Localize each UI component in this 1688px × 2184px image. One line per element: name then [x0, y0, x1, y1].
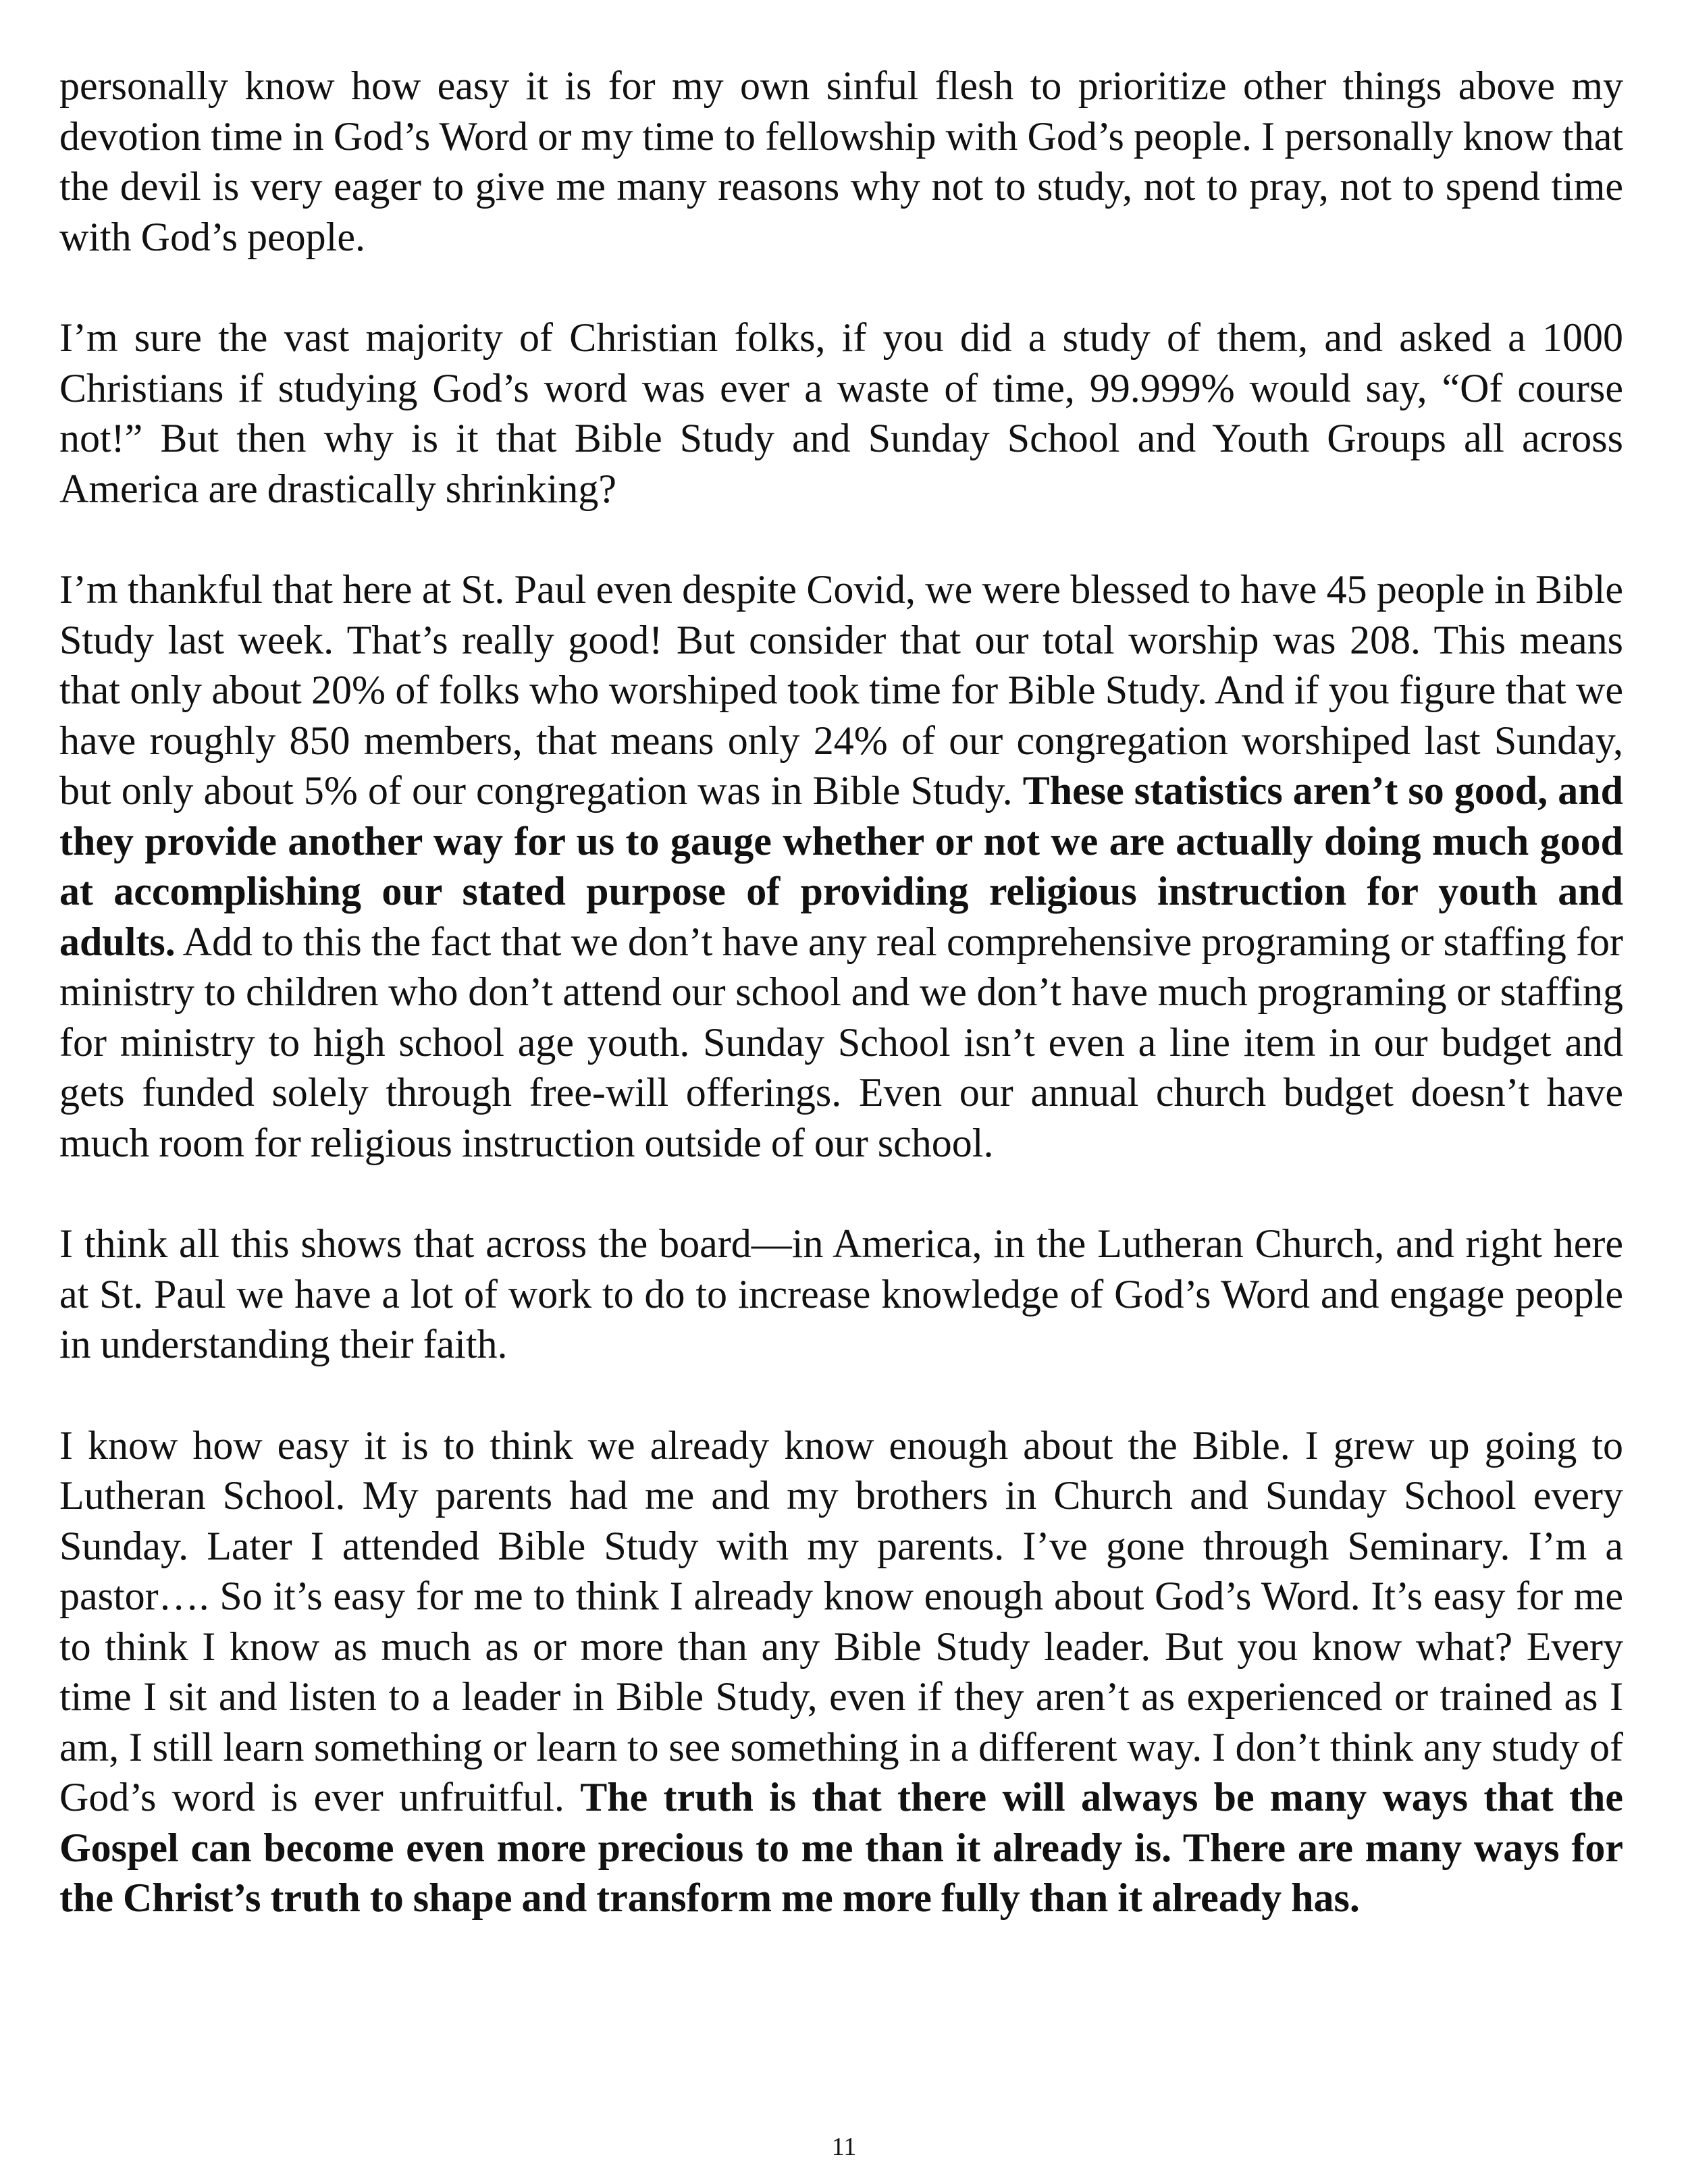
bold-statement: The truth is that there will always be many ways that the Gospel can become even more precious to me than it already is. There are many ways for the Christ’s truth to shape and transform me more fully than it already has. [59, 1775, 1624, 1920]
paragraph-statistics [59, 564, 1623, 1168]
paragraph-personal-testimony [59, 1420, 1623, 1923]
paragraph-text: I’m sure the vast majority of Christian folks, if you did a study of them, and asked a 1000 Christians if studying God’s word was ever a waste of time, 99.999% would say, “Of course not!” But then why is it that Bible Study and Sunday School and Youth Groups all across America are drastically shrinking? [59, 315, 1623, 511]
page-number: 11 [831, 2133, 857, 2161]
bold-statement: These statistics aren’t so good, and they provide another way for us to gauge whether or not we are actually doing much good at accomplishing our stated purpose of providing religious instruction for youth and adults. [59, 768, 1623, 964]
paragraph-text: personally know how easy it is for my own sinful flesh to prioritize other things above my devotion time in God’s Word or my time to fellowship with God’s people. I personally know that the devil is very eager to give me many reasons why not to study, not to pray, not to spend time with God’s people. [59, 63, 1623, 259]
paragraph-bible-study-shrinking [59, 313, 1623, 514]
paragraph-devotion [59, 61, 1623, 262]
document-page [59, 61, 1623, 1923]
paragraph-text: Add to this the fact that we don’t have any real comprehensive programing or staffing for ministry to children who don’t attend our school and we don’t have much programing or staffing for ministry to high school age youth. Sunday School isn’t even a line item in our budget and gets funded solely through free-will offerings. Even our annual church budget doesn’t have much room for religious instruction outside of our school. [59, 919, 1623, 1165]
paragraph-across-the-board [59, 1219, 1623, 1370]
paragraph-text: I’m thankful that here at St. Paul even despite Covid, we were blessed to have 45 people in Bible Study last week. That’s really good! But consider that our total worship was 208. This means that only about 20% of folks who worshiped took time for Bible Study. And if you figure that we have roughly 850 members, that means only 24% of our congregation worshiped last Sunday, but only about 5% of our congregation was in Bible Study. [59, 567, 1623, 813]
paragraph-text: I know how easy it is to think we already know enough about the Bible. I grew up going to Lutheran School. My parents had me and my brothers in Church and Sunday School every Sunday. Later I attended Bible Study with my parents. I’ve gone through Seminary. I’m a pastor…. So it’s easy for me to think I already know enough about God’s Word. It’s easy for me to think I know as much as or more than any Bible Study leader. But you know what? Every time I sit and listen to a leader in Bible Study, even if they aren’t as experienced or trained as I am, I still learn something or learn to see something in a different way. I don’t think any study of God’s word is ever unfruitful. [59, 1422, 1623, 1819]
paragraph-text: I think all this shows that across the board—in America, in the Lutheran Church, and right here at St. Paul we have a lot of work to do to increase knowledge of God’s Word and engage people in understanding their faith. [59, 1221, 1623, 1366]
